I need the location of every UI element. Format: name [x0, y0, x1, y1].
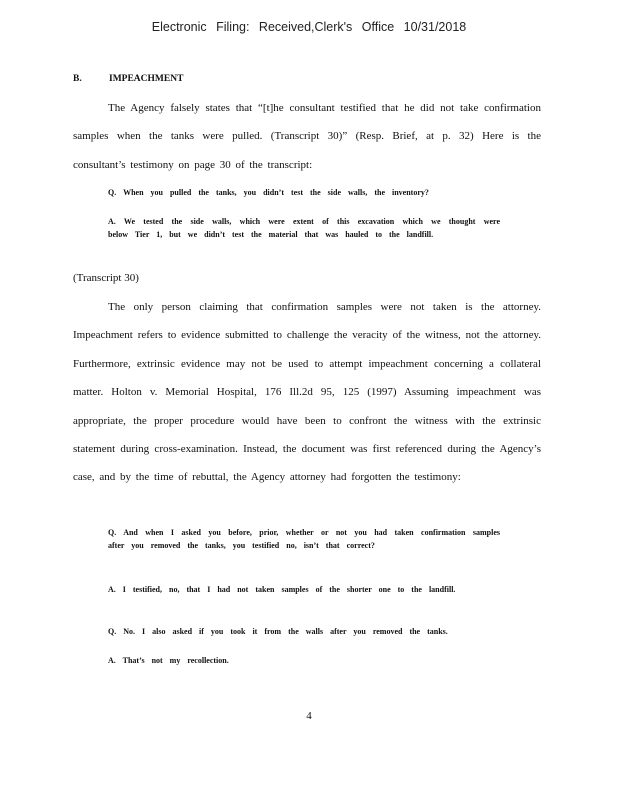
paragraph-impeachment-argument: [73, 293, 541, 492]
page-number: 4: [306, 710, 312, 722]
filing-stamp: Electronic Filing: Received,Clerk's Office 10/31/2018: [151, 20, 467, 34]
paragraph-impeachment-argument-text: The only person claiming that confirmation samples were not taken is the attorney. Impeachment refers to evidence submitted to challenge the veracity of the witness, not the attorney. Furthermore, extrinsic evidence may not be used to attempt impeachment concerning a collateral matter. Holton v. Memorial Hospital, 176 Ill.2d 95, 125 (1997) Assuming impeachment was appropriate, the proper procedure would have been to confront the witness with the extrinsic statement during cross-examination. Instead, the document was first referenced during the Agency’s case, and by the time of rebuttal, the Agency attorney had forgotten the testimony:: [73, 301, 541, 484]
section-heading: [73, 74, 183, 84]
testimony-answer-1: A. We tested the side walls, which were extent of this excavation which we thought were below Tier 1, but we didn’t test the material that was hauled to the landfill.: [108, 217, 500, 239]
testimony-answer-3: A. That’s not my recollection.: [108, 656, 229, 665]
section-letter: B.: [73, 74, 82, 84]
paragraph-agency-claim-text: The Agency falsely states that “[t]he consultant testified that he did not take confirmation samples when the tanks were pulled. (Transcript 30)” (Resp. Brief, at p. 32) Here is the consultant’s testimony on page 30 of the transcript:: [73, 102, 541, 171]
testimony-question-1: Q. When you pulled the tanks, you didn’t test the side walls, the inventory?: [108, 188, 429, 197]
testimony-question-2: Q. And when I asked you before, prior, whether or not you had taken confirmation samples after you removed the tanks, you testified no, isn’t that correct?: [108, 528, 500, 550]
testimony-question-3: Q. No. I also asked if you took it from the walls after you removed the tanks.: [108, 627, 448, 636]
testimony-answer-2: A. I testified, no, that I had not taken samples of the shorter one to the landfill.: [108, 585, 456, 594]
transcript-citation: (Transcript 30): [73, 272, 139, 284]
section-title: IMPEACHMENT: [109, 74, 184, 84]
paragraph-agency-claim: [73, 94, 541, 179]
